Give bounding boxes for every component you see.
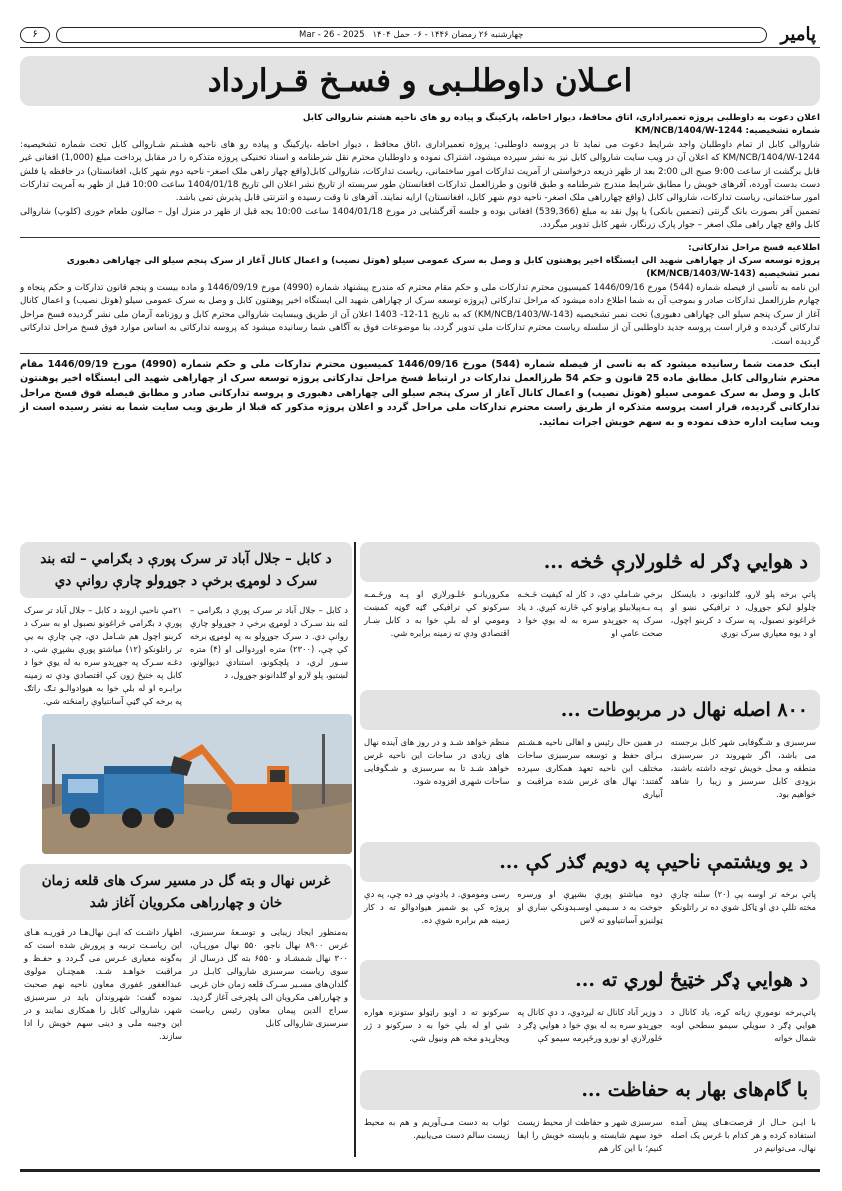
article-header bbox=[20, 542, 352, 598]
brand-logo: پامیر bbox=[780, 24, 816, 45]
article-column: د کابل – جلال آباد تر سرک پورې د بګرامي – لته بند سـرک د لومړۍ برخې د جوړولو چارې روانې دي. د سرک جوړولو به په لومړۍ برخه کې چې، (۲۳۰۰) متره اوږدوالی او (۴) متره سـور لري، د پلچکونو، استنادي دیوالونو، لښتیو، پلو لارو او ګلدانونو جوړول، د bbox=[190, 605, 349, 680]
article-column: د وزیر آباد کانال ته لیږدوي، د دې کانال په جوړېدو سره به له یوې خوا د هوایي ډګر د څلورلارې او نورو ورځېرمه سیمو کې bbox=[517, 1007, 663, 1043]
date-fa: چهارشنبه ۲۶ رمضان ۱۴۴۶ - ۰۶ حمل ۱۴۰۴ bbox=[372, 29, 524, 40]
notice-code: شماره تشخیصیه: KM/NCB/1404/W-1244 bbox=[634, 126, 820, 137]
article-a1 bbox=[360, 542, 820, 640]
termination-paragraph: این نامه به تأسی از فیصله شماره (544) مورخ 1446/09/16 کمیسیون محترم تدارکات ملی و حکم مقام محترم که مندرج پیشنهاد شماره (4990) مورخ 1446/09/19 و ماده بیست و پنجم قانون تدارکات و حکم پنجاه و چهارم طرزالعمل تدارکات صادر و بموجب آن به شما اطلاع داده میشود که مراحل تدارکاتی (پروژه توسعه سرک از چهاراهی شهید الی ایستگاه اخیر پوهنتون کابل و وصل به سرک عمومی سیلو (هوتل نصیب) و اعمال کانال آغاز از سرک پنجم سیلو الی چهاراهی دهبوری) تحت نمبر تشخیصیه (KM/NCB/1403/W-143) که به تاریخ 11-12- 1403 اعلان آن از طریق ویبسایت شاروالی محترم کابل و روزنامه آرمان ملی نشر گردیده فسخ مراحل تدارکاتی گردیده و قرار است پروسه جدید داوطلبی آن از سلسله ریاست محترم تدارکات ملی تدویر گردد، بنا موضوعات فوق به آگاهی شما رسانیده میشود که پروسه تدارکاتی به اساس موارد فوق فسخ مراحل تدارکاتی گردیده است. bbox=[20, 282, 820, 347]
newspaper-page bbox=[20, 22, 820, 1172]
article-column: اظهار داشـت که ایـن نهال‌هـا در قوریـه هـای این ریاسـت تربیه و پرورش شده است که به‌گونه معیاری غـرس می گـردد و حفـظ و مراقبت خواهـد شـد. همچنـان مولوی عبدالغفور غفوری معاون ناحیه نهم صحبت نموده گفت: شهروندان باید در سرسبزی شهر، شاروالی کابل را همکاری نمایند و در این وجیبه ملی و دینی سهم خویش را ادا سازند. bbox=[24, 927, 182, 1041]
dateline bbox=[56, 27, 767, 43]
notice-title: اعلان دعوت به داوطلبی پروژه تعمیراداری، اتاق محافظ، دیوار احاطه، پارکینگ و پیاده رو های ناحیه هشتم شاروالی کابل bbox=[302, 113, 820, 123]
termination-title: اطلاعیه فسخ مراحل تدارکاتی: bbox=[688, 242, 820, 253]
article-column: سرکونو ته د اوبو راټولو ستونزه هواره شي او له بلې خوا به د سرکونو د ژر ویجاړېدو مخه هم ونیول شي. bbox=[364, 1007, 510, 1043]
article-header bbox=[360, 690, 820, 730]
article-header bbox=[360, 542, 820, 582]
article-column: سرسبزی و شـگوفایی شهر کابل برجسته می باشد، اگر شهروند در سرسبزی منطقه و محل خویش توجه داشته باشند، بزودی کابل سرسبز و زیبا را شاهد خواهیم بود. bbox=[670, 737, 816, 799]
article-column: رسی وموموي. د یادونې وړ ده چې، په دې پروژه کې یو شمیر هیوادوالو ته د کار زمینه هم برابره شوې ده. bbox=[364, 889, 510, 925]
article-column: ۲۱مې ناحیې اروند د کابل – جلال آباد تر سرک پورې د بګرامي څراغونو نصبول او به سرک د کربنو اچول هم شـامل دي، چې چارې به یې تر راتلونکو (۱۲) میاشتو پورې بشپړې شي. د دغـه سـرک په جوړېدو سره به له یوې خوا د کابل په ختیځ زون کې اقتصادي ودې ته زمینه برابـره او له بلې خوا به هیوادوالـو تـګ راتګ په برخه کې ګڼې آسانتیاوې رامنځته شي. bbox=[24, 605, 182, 706]
divider bbox=[20, 237, 820, 238]
article-column: سرسبزی شهر و حفاظت از محیط زیست خود سهم شایسته و بایسته خویش را ایفا کنیم؛ با این کار هم bbox=[517, 1117, 663, 1153]
page-number: ۶ bbox=[20, 27, 50, 43]
notice-body bbox=[20, 112, 820, 430]
article-column: برخې شـاملې دي، د کار له کیفیت څـخـه پـه بـه‌پیلابیلو پړاونو کې څارنه کېږي. د یاد سرک په جوړېدو سره به له یوې خوا د صحت عامې او bbox=[517, 589, 663, 638]
article-header bbox=[20, 864, 352, 920]
article-a2 bbox=[360, 690, 820, 801]
article-column: پاتې‌برخه نومورې زیاته کړه، یاد کانال د هوایي ډګر د سویلي سیمو سطحي اوبه شمال خواته bbox=[670, 1007, 816, 1043]
article-column: پاتې برخه پلو لارو، ګلدانونو، د بایسکل چلولو لیکو جوړول، د ترافیکي نښو او څراغونو نصبول، په سرک د کربنو اچول، او د یوه معیاري سرک نوري bbox=[670, 589, 816, 638]
article-title: غرس نهال و بته گل در مسیر سرک های قلعه زمان خان و چهارراهی مکرویان آغاز شد bbox=[41, 873, 331, 911]
bottom-rule bbox=[20, 1169, 820, 1172]
right-column bbox=[360, 542, 820, 1157]
news-section bbox=[20, 542, 820, 1157]
divider bbox=[20, 353, 820, 354]
article-title: د یو ویشتمې ناحیې په دویم ګذر کې ... bbox=[499, 851, 808, 873]
masthead bbox=[20, 22, 820, 48]
date-en: Mar - 26 - 2025 bbox=[299, 29, 365, 40]
article-column: مکروریانـو ځلـورلاري او پـه ورځـمـه سرکونو کې ترافیکي ګڼه ګوڼه کمښت ومومي او له بلې خوا به د کابل ښـار اقتصادي ودې ته زمینه برابره شي. bbox=[364, 589, 510, 638]
article-column: پاتې برخه تر اوسه یې (۲۰) سلنه چارې مخته تللې دي او ټاکل شوي ده تر راتلونکو bbox=[670, 889, 816, 912]
article-a4 bbox=[360, 960, 820, 1045]
column-divider bbox=[354, 542, 356, 1157]
page-title: اعـلان داوطلـبی و فسـخ قـرارداد bbox=[207, 63, 633, 99]
excavator-truck-photo bbox=[42, 714, 352, 854]
article-column: دوه میاشتو پورې بشپړې او ورسره جوخت به د سـیمې اوسـېدونکي ښاري او ټولنیزو آسانتیاوو ته لاس bbox=[517, 889, 663, 925]
article-title: د هوایي ډګر له څلورلارې څخه ... bbox=[543, 551, 808, 573]
article-header bbox=[360, 842, 820, 882]
left-column bbox=[20, 542, 352, 1157]
article-a5 bbox=[360, 1070, 820, 1155]
notice-paragraph: شاروالی کابل از تمام داوطلبان واجد شرایط دعوت می نماید تا در پروسه داوطلبی: پروژه تعمیراداری ،اتاق محافظ ، دیوار احاطه ،پارکینگ و پیاده رو های ناحیه هشـتم شـاروالی کابل تحت شماره تشخیصیه: KM/NCB/1404/W-1244 که اعلان آن در ویب سایت شاروالی کابل نیز به نشر سپرده میشود، اشتراک نموده و داوطلبان محترم نقل شرطنامه و اسناد تخنیکی پروژه متذکره را در مقابل پرداخت مبلغ (1,000) افغانی غیر قابل برگشت از ساعت 9:00 صبح الی 2:00 بعد از ظهر ذریعه درخواستی از آمریت تدارکات امور ساختمانی، ریاست تدارکات، شاروالی کابل(واقع چهار راهی ملک اصغر- ناحیه دوم شهر کابل، افغانستان) در حافظه یا فلش دست بدست آورده، آفرهای خویش را مطابق شرایط مندرج شرطنامه و طبق قانون و طرزالعمل تدارکات افغانستان طور سربسته از تاریخ نشر اعلان الی تاریخ 1404/01/18 ساعت 10:00 قبل از ظهر به آمریت تدارکات امور ساختمانی، ریاست تدارکات، شاروالی کابل (واقع چهارراهی ملک اصغر- ناحیه دوم شهر کابل، افغانستان) ارایه نمایند. آفرهای نا وقت رسیده و انترنتی قابل پذیرش نمی باشد. bbox=[20, 139, 820, 204]
termination-subtitle: پروژه توسعه سرک از چهاراهی شهید الی ایستگاه اخیر پوهنتون کابل و وصل به سرک عمومی سیلو (هوتل نصیب) و اعمال کانال آغاز از سرک پنجم سیلو الی چهاراهی دهبوری bbox=[66, 256, 820, 267]
article-title: د هوایي ډګر خټیځ لوري ته ... bbox=[575, 969, 808, 991]
notice-guarantee: تضمین آفر بصورت بانک گرنتی (تضمین بانکی) یا پول نقد به مبلغ (539,366) افغانی بوده و جلسه آفرگشایی در مورخ 1404/01/18 ساعت 10:00 بجه قبل از ظهر در منزل اول – صالون طعام خوری (کلوپ) شاروالی کابل واقع چهار راهی ملک اصغر – جوار پارک زرنگار، شهر کابل تدویر میگردد. bbox=[20, 206, 821, 231]
article-title: ۸۰۰ اصله نهال در مربوطات ... bbox=[560, 699, 808, 721]
article-column: منظم خواهد شـد و در روز های آینده نهال های زیادی در ساحات این ناحیه غرس خواهد شـد تا به سرسبزی و شـگوفایی ساحات شهری افزوده شود. bbox=[364, 737, 510, 786]
article-title: با گام‌های بهار به حفاظت ... bbox=[581, 1079, 808, 1101]
article-column: در همین حال رئیس و اهالی ناحیه هـشـتم بـرای حفظ و توسعه سرسبزی ساحات مختلف این ناحیه تعهد همکاری سپرده گفتند: نهال های غرس شده مراقبت و آبیاری bbox=[517, 737, 663, 799]
headline-box bbox=[20, 56, 820, 106]
article-a3 bbox=[360, 842, 820, 927]
article-column: ثواب به دست مـی‌آوریم و هم به محیط زیست سالم دست می‌یابیم. bbox=[364, 1117, 510, 1140]
article-column: به‌منظور ایجاد زیبایی و توسـعهٔ سرسبزی، غرس ۸۹۰۰ نهال ناجو، ۵۵۰ نهال مورپـان، ۳۰۰ نهال شمشـاد و ۶۵۵۰ بته گل درسال از سوی ریاست سرسبزی شاروالی کابـل در گلدان‌های مسـیر سـرک قلعه زمان خان غربی و چهارراهی مکرویان الی پلچرخی آغاز گردید. سراج الدین پیمان معاون رئیس ریاست سرسبزی شاروالی کابل bbox=[190, 927, 349, 1028]
final-paragraph: اینک خدمت شما رسانیده میشود که به تاسی از فیصله شماره (544) مورخ 1446/09/16 کمیسیون محترم تدارکات ملی و حکم شماره (4990) مورخ 1446/09/19 مقام محترم شاروالی کابل مطابق ماده 25 قانون و حکم 54 طرزالعمل تدارکات در ارتباط فسخ مراحل تدارکاتی پروژه توسعه سرک از چهاراهی شهید الی ایستگاه اخیر پوهنتون کابل و وصل به سرک عمومی سیلو (هوتل نصیب) و اعمال کانال آغاز از سرک پنجم سیلو الی چهاراهی دهبوری و پروسه تدارکاتی صادر و مطابق فیصله فوق فسخ مراحل تدارکاتی گردیده، قرار است پروسه متذکره از طریق راست محترم تدارکات ملی مراحل گردد و اعلان پروژه مذکور که قبلا از طریق ویب سایت شما به نشر رسیده است از ویب سایت اداره حذف نموده و به سهم خویش اجرات نمائید. bbox=[20, 358, 820, 428]
article-header bbox=[360, 1070, 820, 1110]
article-title: د کابل – جلال آباد تر سرک پورې د بګرامي – لته بند سرک د لومړۍ برخې د جوړولو چارې روانې دي bbox=[40, 551, 332, 589]
termination-code: نمبر تشخیصیه (KM/NCB/1403/W-143) bbox=[646, 269, 820, 280]
article-header bbox=[360, 960, 820, 1000]
article-column: با ایـن حـال از فرصت‌هـای پیش آمده استفاده کرده و هر کدام با غرس یک اصله نهال، می‌توانیم در bbox=[670, 1117, 816, 1153]
